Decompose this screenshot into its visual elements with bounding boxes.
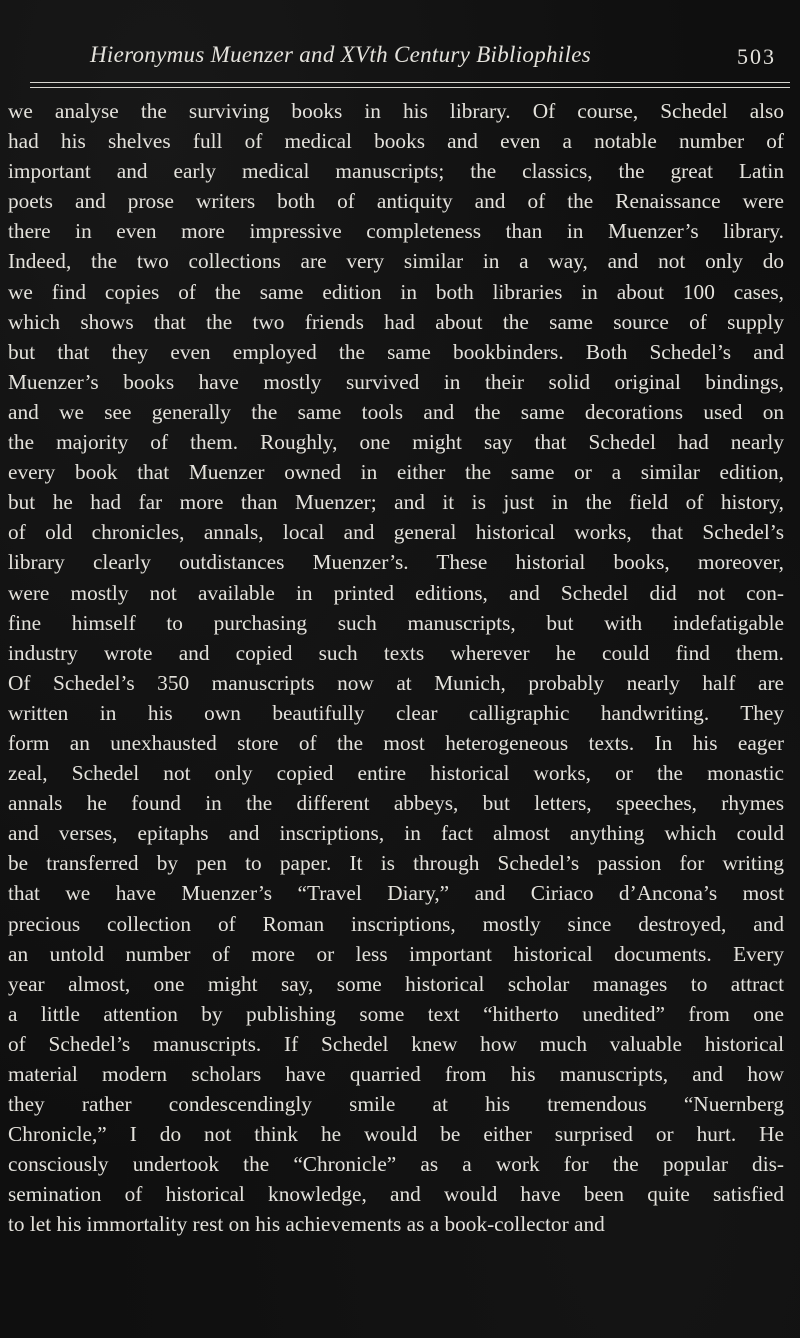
text-line: were mostly not available in printed editions, and Schedel did not con- (8, 580, 784, 605)
body-text (0, 96, 800, 1240)
text-line: but that they even employed the same bookbinders. Both Schedel’s and (8, 339, 784, 364)
text-line: the majority of them. Roughly, one might say that Schedel had nearly (8, 430, 784, 455)
text-line: to let his immortality rest on his achievements as a book-collector and (8, 1212, 605, 1237)
running-head (0, 42, 800, 82)
text-line: Chronicle,” I do not think he would be either surprised or hurt. He (8, 1122, 784, 1147)
text-line: fine himself to purchasing such manuscripts, but with indefatigable (8, 610, 784, 635)
text-line: there in even more impressive completeness than in Muenzer’s library. (8, 219, 784, 244)
header-rule-thin (30, 87, 790, 88)
text-line: an untold number of more or less important historical documents. Every (8, 941, 784, 966)
text-line: annals he found in the different abbeys, but letters, speeches, rhymes (8, 791, 784, 816)
text-line: library clearly outdistances Muenzer’s. These historial books, moreover, (8, 550, 784, 575)
text-line: precious collection of Roman inscriptions, mostly since destroyed, and (8, 911, 784, 936)
text-line: year almost, one might say, some historical scholar manages to attract (8, 971, 784, 996)
text-line: poets and prose writers both of antiquity and of the Renaissance were (8, 189, 784, 214)
text-line: be transferred by pen to paper. It is through Schedel’s passion for writing (8, 851, 784, 876)
text-line: material modern scholars have quarried from his manuscripts, and how (8, 1062, 784, 1086)
text-line: of old chronicles, annals, local and general historical works, that Schedel’s (8, 520, 784, 545)
text-line: had his shelves full of medical books and even a notable number of (8, 129, 784, 154)
text-line: form an unexhausted store of the most heterogeneous texts. In his eager (8, 730, 784, 755)
text-line: every book that Muenzer owned in either the same or a similar edition, (8, 460, 784, 485)
text-line: of Schedel’s manuscripts. If Schedel knew how much valuable historical (8, 1031, 784, 1056)
text-line: semination of historical knowledge, and would have been quite satisfied (8, 1182, 784, 1207)
text-line: we find copies of the same edition in both libraries in about 100 cases, (8, 279, 784, 304)
text-line: industry wrote and copied such texts wherever he could find them. (8, 640, 784, 665)
page-number: 503 (737, 44, 776, 69)
text-line: zeal, Schedel not only copied entire historical works, or the monastic (8, 761, 784, 786)
text-line: and we see generally the same tools and the same decorations used on (8, 399, 784, 424)
text-line: Of Schedel’s 350 manuscripts now at Munich, probably nearly half are (8, 670, 784, 695)
text-line: which shows that the two friends had about the same source of supply (8, 309, 784, 334)
text-line: and verses, epitaphs and inscriptions, in fact almost anything which could (8, 821, 784, 846)
text-line: they rather condescendingly smile at his tremendous “Nuernberg (8, 1092, 784, 1117)
running-title: Hieronymus Muenzer and XVth Century Bibliophiles (90, 42, 591, 67)
header-rule (30, 82, 790, 83)
text-line: a little attention by publishing some text “hitherto unedited” from one (8, 1001, 784, 1026)
text-line: that we have Muenzer’s “Travel Diary,” and Ciriaco d’Ancona’s most (8, 881, 784, 906)
text-line: but he had far more than Muenzer; and it is just in the field of history, (8, 490, 784, 515)
text-line: Muenzer’s books have mostly survived in their solid original bindings, (8, 369, 784, 394)
text-line: written in his own beautifully clear calligraphic handwriting. They (8, 700, 784, 725)
text-line: consciously undertook the “Chronicle” as a work for the popular dis- (8, 1152, 784, 1177)
text-line: important and early medical manuscripts; the classics, the great Latin (8, 159, 784, 184)
text-line: we analyse the surviving books in his library. Of course, Schedel also (8, 99, 784, 123)
text-line: Indeed, the two collections are very similar in a way, and not only do (8, 249, 784, 274)
